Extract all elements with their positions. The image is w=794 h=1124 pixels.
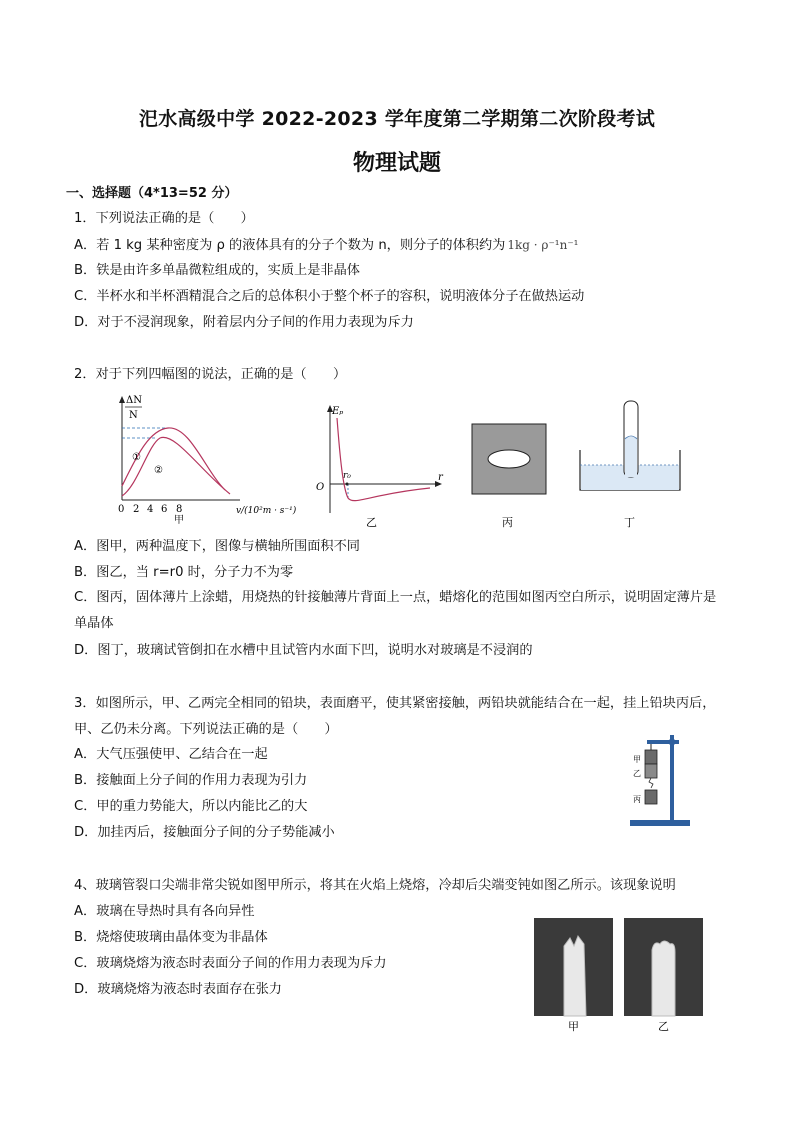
tube-jia-sharp: [564, 936, 586, 1016]
exam-title: 汜水高级中学 2022-2023 学年度第二学期第二次阶段考试: [138, 108, 656, 130]
q1-option-a-text: A．若 1 kg 某种密度为 ρ 的液体具有的分子个数为 n，则分子的体积约为: [74, 238, 506, 253]
hook: [649, 778, 653, 788]
q2-figure-jia: [100, 390, 310, 530]
jia-tick-0: 0: [118, 504, 125, 515]
jia-tick-2: 2: [133, 504, 140, 515]
lead-block-jia: [645, 750, 657, 764]
q2-figure-yi: [310, 398, 450, 528]
yi-origin: O: [316, 482, 325, 493]
q4-option-a: A．玻璃在导热时具有各向异性: [74, 904, 255, 919]
q3-label-bing: 丙: [633, 795, 641, 804]
jia-y-label-bottom: N: [129, 410, 138, 421]
q1-option-c: C．半杯水和半杯酒精混合之后的总体积小于整个杯子的容积，说明液体分子在做热运动: [74, 289, 585, 304]
q1-stem: 1．下列说法正确的是（ ）: [74, 211, 254, 226]
q3-option-b: B．接触面上分子间的作用力表现为引力: [74, 773, 308, 788]
q1-option-a-formula: 1kg · ρ⁻¹n⁻¹: [507, 238, 579, 252]
jia-tick-6: 6: [161, 504, 168, 515]
q2-figure-ding: [578, 395, 688, 533]
lead-block-bing: [645, 790, 657, 804]
stand-pole: [670, 735, 674, 821]
q3-option-a: A．大气压强使甲、乙结合在一起: [74, 747, 268, 762]
stand-base: [630, 820, 690, 826]
q3-figure-stand: [625, 730, 695, 830]
q1-option-d: D．对于不浸润现象，附着层内分子间的作用力表现为斥力: [74, 315, 414, 330]
q2-stem: 2．对于下列四幅图的说法，正确的是（ ）: [74, 367, 347, 382]
yi-caption: 乙: [366, 516, 377, 528]
jia-y-arrow: [119, 396, 125, 403]
q2-figure-bing: [470, 422, 550, 532]
q2-option-d: D．图丁，玻璃试管倒扣在水槽中且试管内水面下凹，说明水对玻璃是不浸润的: [74, 643, 533, 658]
q2-option-a: A．图甲，两种温度下，图像与横轴所围面积不同: [74, 539, 360, 554]
q3-option-d: D．加挂丙后，接触面分子间的分子势能减小: [74, 825, 335, 840]
jia-curve1-label: ①: [132, 452, 141, 463]
jia-curve-2: [122, 437, 230, 496]
q2-option-c: C．图丙，固体薄片上涂蜡，用烧热的针接触薄片背面上一点，蜡熔化的范围如图丙空白所示，说明固定薄片是单晶体: [74, 590, 717, 631]
tube-yi-blunt: [652, 941, 675, 1016]
yi-y-label: Eₚ: [332, 406, 344, 417]
q3-label-yi: 乙: [633, 769, 641, 778]
q4-option-d: D．玻璃烧熔为液态时表面存在张力: [74, 982, 282, 997]
jia-tick-4: 4: [147, 504, 154, 515]
section-heading: 一、选择题（4*13=52 分）: [66, 186, 238, 201]
q4-option-c: C．玻璃烧熔为液态时表面分子间的作用力表现为斥力: [74, 956, 387, 971]
yi-r0: r₀: [343, 471, 351, 481]
jia-y-label-top: ΔN: [126, 395, 142, 406]
lead-block-yi: [645, 764, 657, 778]
q1-option-b: B．铁是由许多单晶微粒组成的，实质上是非晶体: [74, 263, 360, 278]
q4-figure-tubes: [532, 916, 708, 1036]
yi-curve: [337, 418, 430, 501]
jia-tick-8: 8: [176, 504, 183, 515]
jia-curve2-label: ②: [154, 465, 163, 476]
q3-stem: 3．如图所示，甲、乙两完全相同的铅块，表面磨平，使其紧密接触，两铅块就能结合在一起，挂上铅块丙后，甲、乙仍未分离。下列说法正确的是（ ）: [74, 696, 716, 737]
q1-option-a: [74, 236, 578, 255]
q2-option-b: B．图乙，当 r=r0 时，分子力不为零: [74, 565, 294, 580]
ding-caption: 丁: [624, 516, 635, 529]
exam-subtitle: 物理试题: [352, 151, 441, 176]
jia-caption: 甲: [174, 515, 184, 526]
yi-x-label: r: [438, 472, 443, 483]
q4-caption-yi: 乙: [658, 1020, 669, 1033]
q3-option-c: C．甲的重力势能大，所以内能比乙的大: [74, 799, 308, 814]
q3-label-jia: 甲: [633, 755, 641, 764]
jia-x-label: v/(10²m · s⁻¹): [236, 506, 297, 516]
q4-caption-jia: 甲: [568, 1020, 579, 1033]
bing-caption: 丙: [502, 516, 513, 529]
bing-melt-ellipse: [488, 450, 530, 468]
q4-stem: 4、玻璃管裂口尖端非常尖锐如图甲所示，将其在火焰上烧熔，冷却后尖端变钝如图乙所示。该现象说明: [74, 878, 676, 893]
q4-option-b: B．烧熔使玻璃由晶体变为非晶体: [74, 930, 268, 945]
